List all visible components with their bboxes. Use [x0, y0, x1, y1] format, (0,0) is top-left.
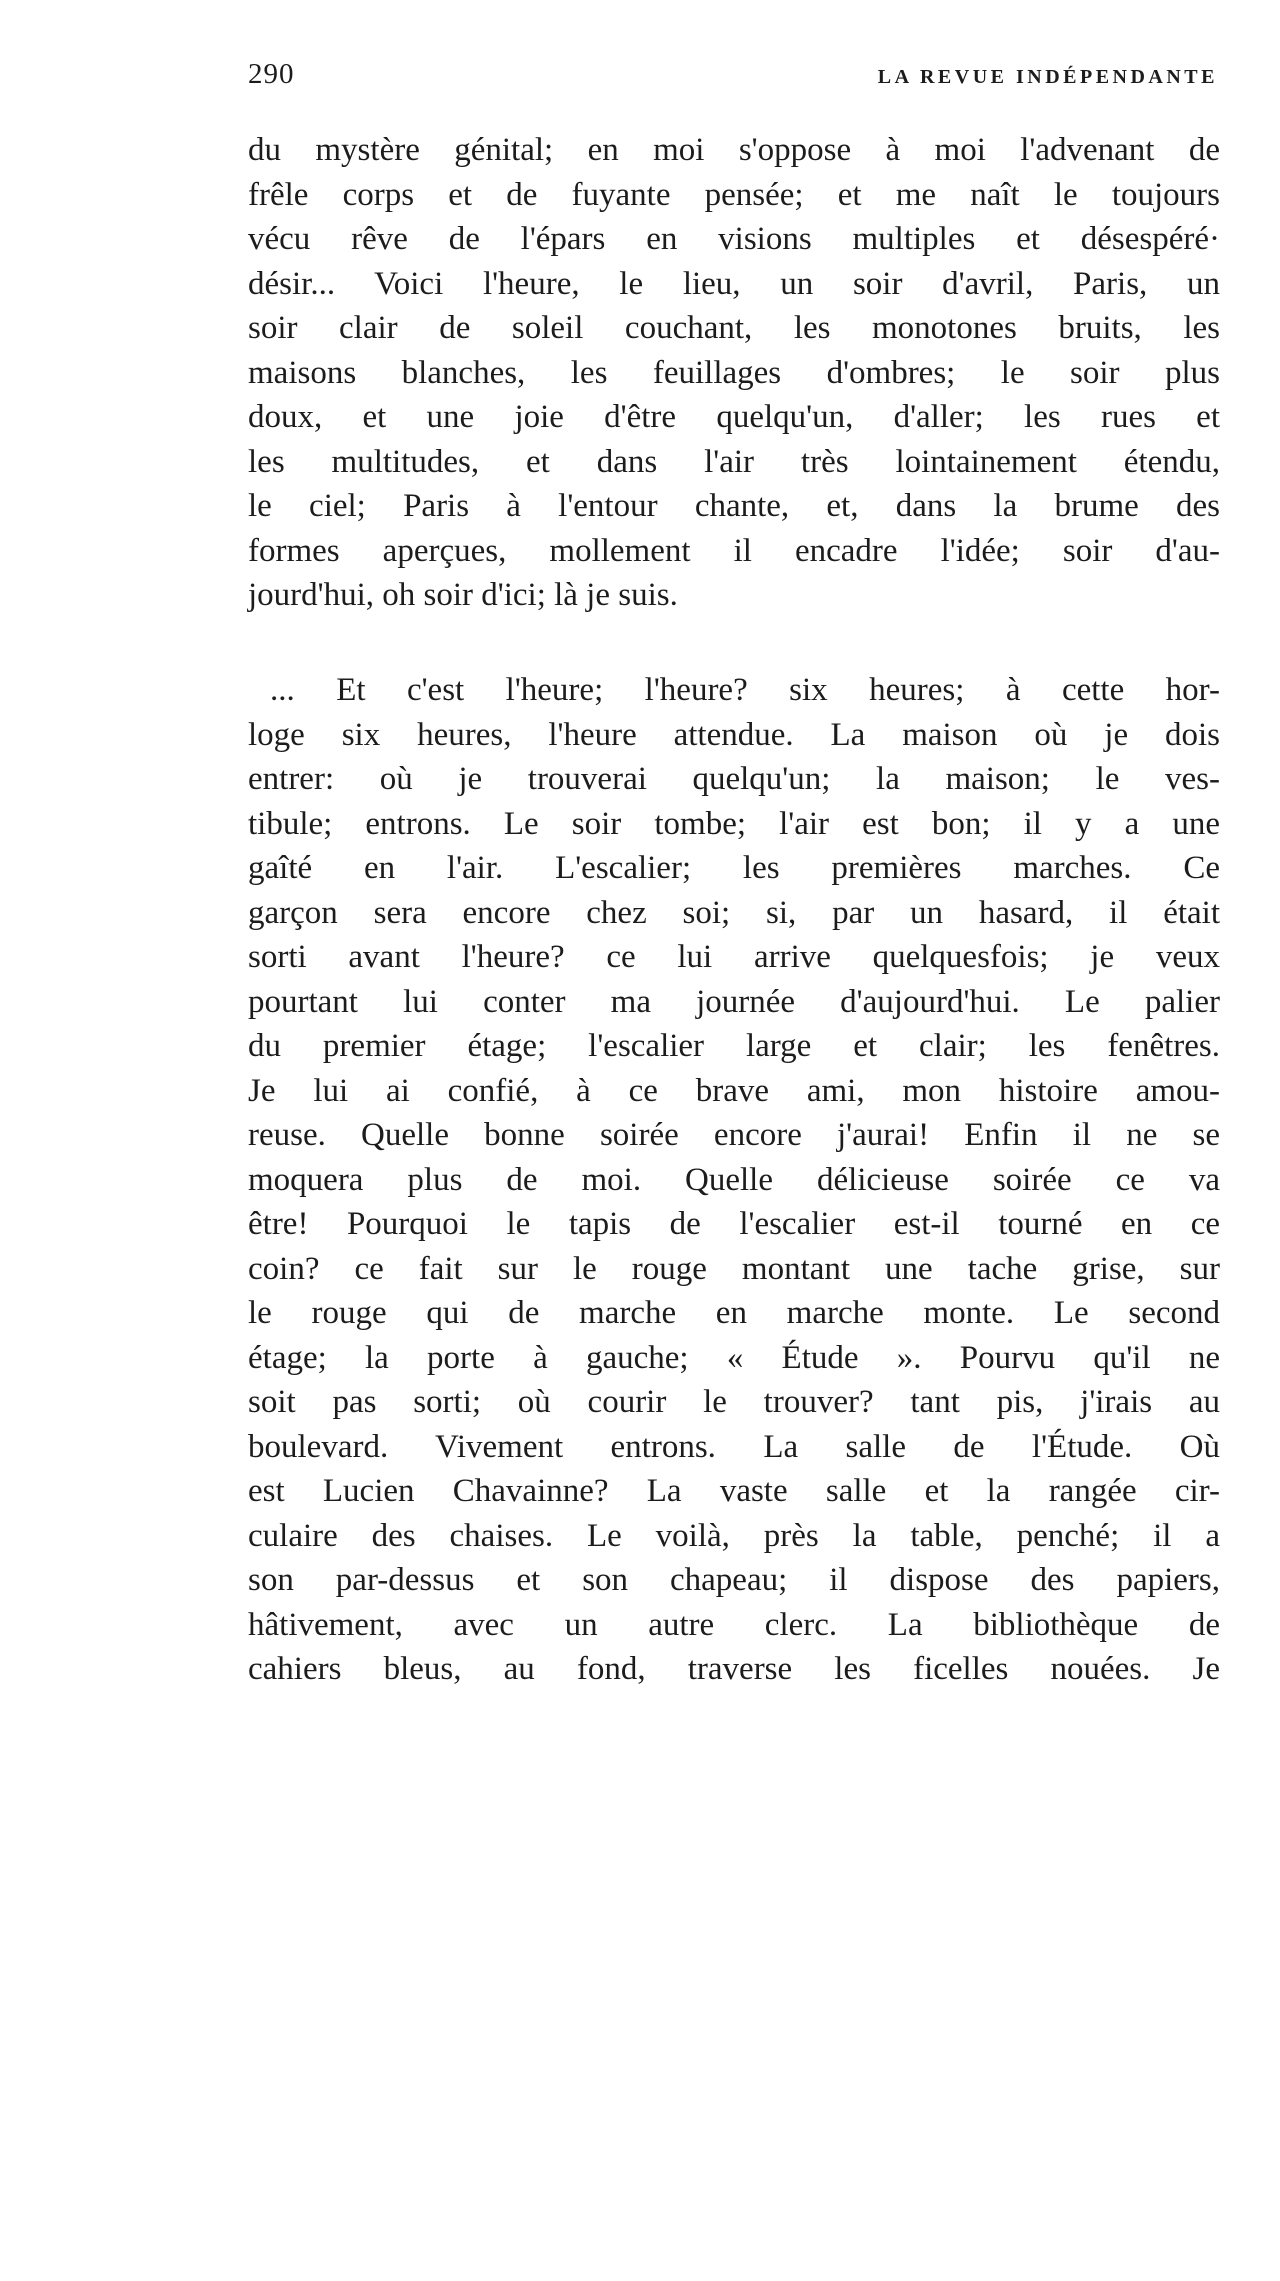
- text-line: le rouge qui de marche en marche monte. Le second: [248, 1295, 1220, 1331]
- text-line: du mystère génital; en moi s'oppose à moi l'advenant de: [248, 132, 1220, 168]
- text-line: reuse. Quelle bonne soirée encore j'aurai! Enfin il ne se: [248, 1117, 1220, 1153]
- text-line: du premier étage; l'escalier large et clair; les fenêtres.: [248, 1028, 1220, 1064]
- text-line: jourd'hui, oh soir d'ici; là je suis.: [248, 577, 678, 613]
- text-line: moquera plus de moi. Quelle délicieuse soirée ce va: [248, 1161, 1220, 1198]
- text-line: pourtant lui conter ma journée d'aujourd'hui. Le palier: [248, 983, 1220, 1020]
- text-line: son par-dessus et son chapeau; il dispose des papiers,: [248, 1562, 1220, 1598]
- text-line: loge six heures, l'heure attendue. La maison où je dois: [248, 716, 1220, 753]
- text-line: étage; la porte à gauche; « Étude ». Pourvu qu'il ne: [248, 1339, 1220, 1376]
- page-number: 290: [248, 58, 295, 90]
- text-line: vécu rêve de l'épars en visions multiples et désespéré·: [248, 221, 1220, 257]
- text-line: soir clair de soleil couchant, les monotones bruits, les: [248, 310, 1220, 346]
- text-line: culaire des chaises. Le voilà, près la table, penché; il a: [248, 1517, 1220, 1554]
- text-line: cahiers bleus, au fond, traverse les ficelles nouées. Je: [248, 1651, 1220, 1687]
- text-line: ... Et c'est l'heure; l'heure? six heures; à cette hor-: [270, 672, 1220, 708]
- text-line: entrer: où je trouverai quelqu'un; la maison; le ves-: [248, 761, 1220, 797]
- text-line: soit pas sorti; où courir le trouver? tant pis, j'irais au: [248, 1384, 1220, 1420]
- text-line: est Lucien Chavainne? La vaste salle et la rangée cir-: [248, 1473, 1220, 1509]
- text-line: formes aperçues, mollement il encadre l'idée; soir d'au-: [248, 532, 1220, 569]
- text-line: garçon sera encore chez soi; si, par un hasard, il était: [248, 894, 1220, 931]
- text-line: les multitudes, et dans l'air très lointainement étendu,: [248, 443, 1220, 480]
- text-line: désir... Voici l'heure, le lieu, un soir d'avril, Paris, un: [248, 265, 1220, 302]
- text-line: maisons blanches, les feuillages d'ombres; le soir plus: [248, 354, 1220, 391]
- text-line: être! Pourquoi le tapis de l'escalier est-il tourné en ce: [248, 1206, 1220, 1242]
- text-line: hâtivement, avec un autre clerc. La bibliothèque de: [248, 1606, 1220, 1643]
- text-line: tibule; entrons. Le soir tombe; l'air est bon; il y a une: [248, 805, 1220, 842]
- text-line: le ciel; Paris à l'entour chante, et, dans la brume des: [248, 488, 1220, 524]
- journal-title: LA REVUE INDÉPENDANTE: [877, 66, 1218, 88]
- text-line: coin? ce fait sur le rouge montant une tache grise, sur: [248, 1250, 1220, 1287]
- running-header: [248, 58, 1218, 98]
- text-line: frêle corps et de fuyante pensée; et me naît le toujours: [248, 176, 1220, 213]
- text-line: boulevard. Vivement entrons. La salle de l'Étude. Où: [248, 1428, 1220, 1465]
- paragraph-2: [248, 668, 1220, 1692]
- text-line: Je lui ai confié, à ce brave ami, mon histoire amou-: [248, 1072, 1220, 1109]
- text-line: gaîté en l'air. L'escalier; les premières marches. Ce: [248, 850, 1220, 886]
- paragraph-1: [248, 128, 1220, 618]
- text-line: sorti avant l'heure? ce lui arrive quelquesfois; je veux: [248, 939, 1220, 975]
- text-line: doux, et une joie d'être quelqu'un, d'aller; les rues et: [248, 399, 1220, 435]
